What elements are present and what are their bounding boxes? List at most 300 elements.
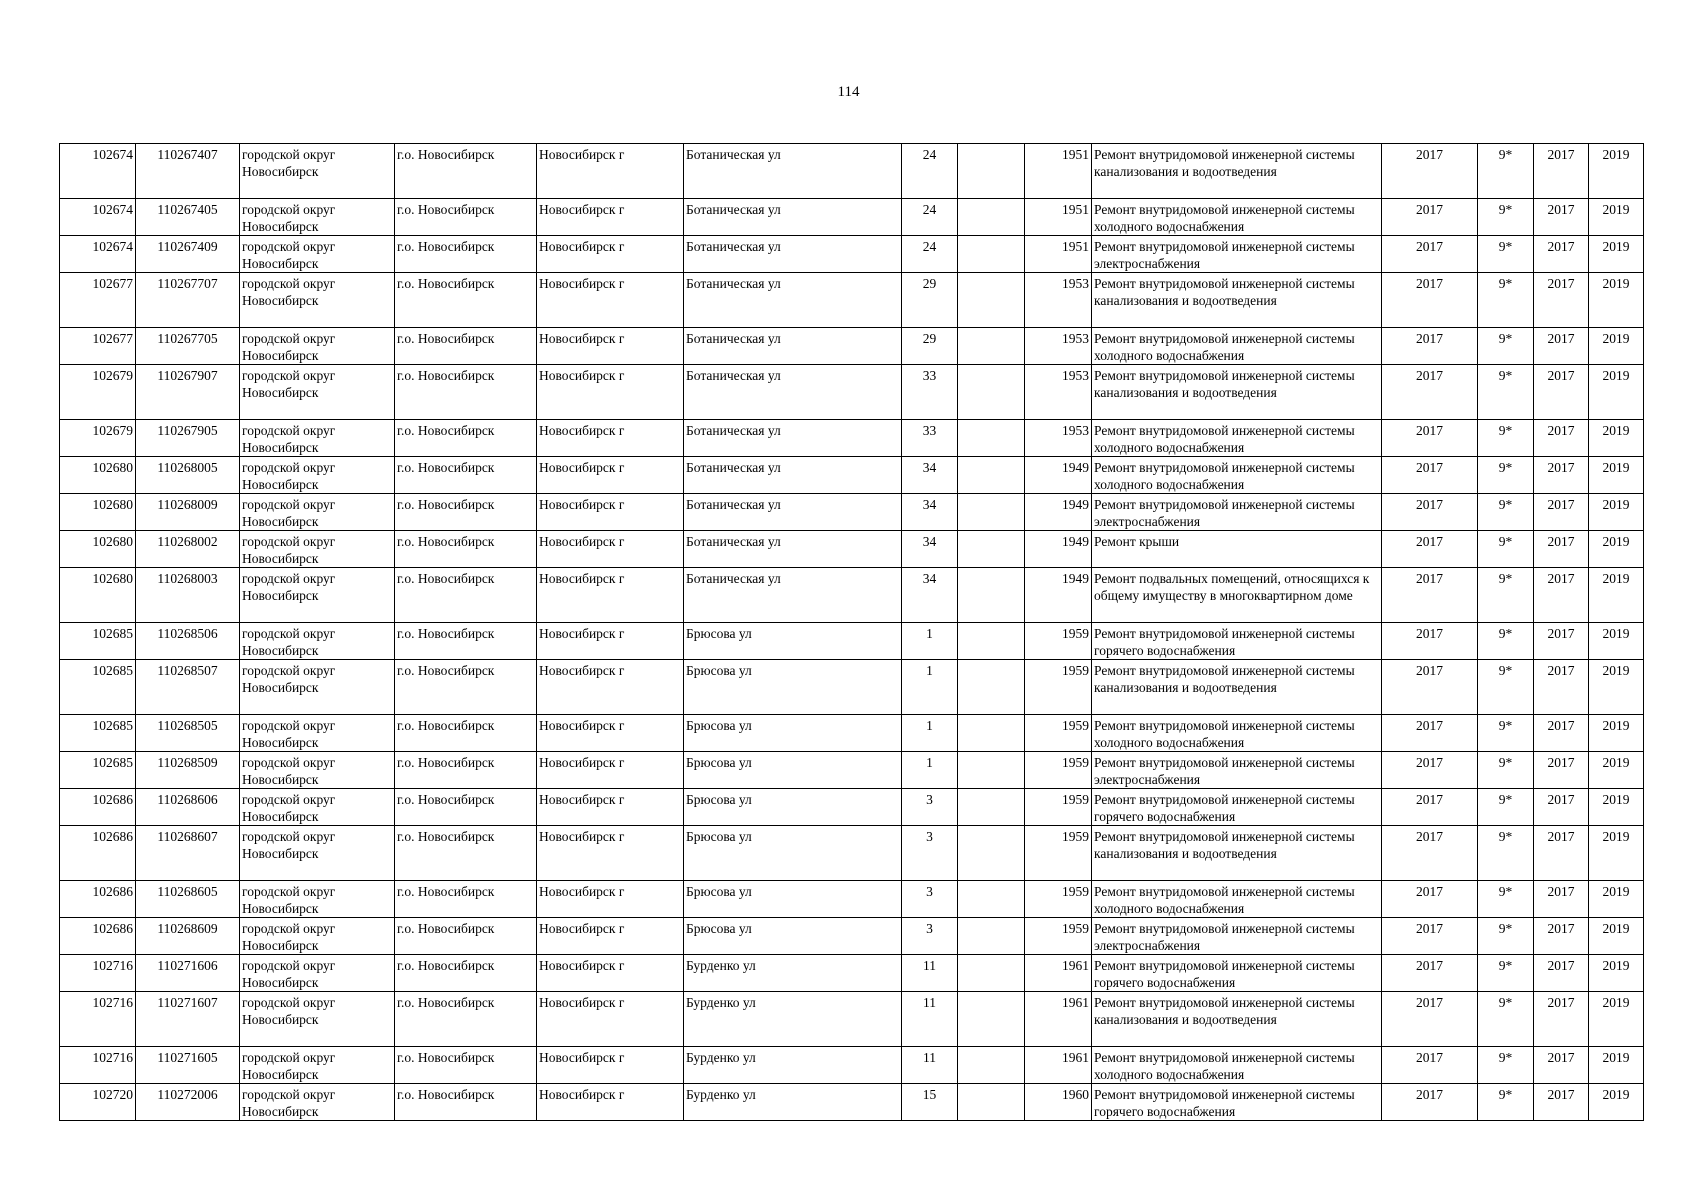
start-year-cell: 2017 (1534, 1047, 1589, 1084)
start-year-cell: 2017 (1534, 955, 1589, 992)
end-year-cell: 2019 (1589, 273, 1644, 328)
street-cell: Бурденко ул (684, 992, 902, 1047)
street-cell: Ботаническая ул (684, 328, 902, 365)
okrug-cell: городской округ Новосибирск (240, 660, 395, 715)
city-cell: Новосибирск г (537, 199, 684, 236)
table-row (60, 1047, 1644, 1084)
work-type-cell: Ремонт внутридомовой инженерной системы канализования и водоотведения (1092, 660, 1382, 715)
build-year-cell: 1959 (1025, 623, 1092, 660)
municipality-cell: г.о. Новосибирск (395, 144, 537, 199)
table-row (60, 918, 1644, 955)
table-row (60, 1084, 1644, 1121)
house-number-cell: 11 (902, 992, 958, 1047)
municipality-cell: г.о. Новосибирск (395, 273, 537, 328)
house-number-cell: 15 (902, 1084, 958, 1121)
count-cell: 9* (1478, 955, 1534, 992)
empty-cell (958, 568, 1025, 623)
end-year-cell: 2019 (1589, 199, 1644, 236)
municipality-cell: г.о. Новосибирск (395, 992, 537, 1047)
object-code-cell: 110267707 (136, 273, 240, 328)
plan-year-cell: 2017 (1382, 752, 1478, 789)
object-code-cell: 110268605 (136, 881, 240, 918)
count-cell: 9* (1478, 365, 1534, 420)
municipality-cell: г.о. Новосибирск (395, 789, 537, 826)
city-cell: Новосибирск г (537, 328, 684, 365)
municipality-cell: г.о. Новосибирск (395, 568, 537, 623)
house-number-cell: 34 (902, 494, 958, 531)
okrug-cell: городской округ Новосибирск (240, 457, 395, 494)
object-code-cell: 110267705 (136, 328, 240, 365)
street-cell: Бурденко ул (684, 1047, 902, 1084)
okrug-cell: городской округ Новосибирск (240, 1047, 395, 1084)
work-type-cell: Ремонт внутридомовой инженерной системы электроснабжения (1092, 494, 1382, 531)
end-year-cell: 2019 (1589, 752, 1644, 789)
row-id-cell: 102674 (60, 199, 136, 236)
municipality-cell: г.о. Новосибирск (395, 199, 537, 236)
city-cell: Новосибирск г (537, 715, 684, 752)
build-year-cell: 1959 (1025, 881, 1092, 918)
empty-cell (958, 1047, 1025, 1084)
house-number-cell: 11 (902, 955, 958, 992)
empty-cell (958, 955, 1025, 992)
empty-cell (958, 273, 1025, 328)
table-row (60, 494, 1644, 531)
build-year-cell: 1949 (1025, 568, 1092, 623)
table-row (60, 236, 1644, 273)
start-year-cell: 2017 (1534, 826, 1589, 881)
count-cell: 9* (1478, 826, 1534, 881)
row-id-cell: 102685 (60, 715, 136, 752)
city-cell: Новосибирск г (537, 918, 684, 955)
okrug-cell: городской округ Новосибирск (240, 531, 395, 568)
work-type-cell: Ремонт внутридомовой инженерной системы канализования и водоотведения (1092, 144, 1382, 199)
count-cell: 9* (1478, 752, 1534, 789)
plan-year-cell: 2017 (1382, 623, 1478, 660)
municipality-cell: г.о. Новосибирск (395, 623, 537, 660)
object-code-cell: 110267905 (136, 420, 240, 457)
okrug-cell: городской округ Новосибирск (240, 752, 395, 789)
empty-cell (958, 457, 1025, 494)
row-id-cell: 102716 (60, 1047, 136, 1084)
row-id-cell: 102720 (60, 1084, 136, 1121)
object-code-cell: 110271605 (136, 1047, 240, 1084)
end-year-cell: 2019 (1589, 826, 1644, 881)
house-number-cell: 33 (902, 420, 958, 457)
house-number-cell: 24 (902, 199, 958, 236)
end-year-cell: 2019 (1589, 494, 1644, 531)
row-id-cell: 102680 (60, 531, 136, 568)
count-cell: 9* (1478, 1084, 1534, 1121)
plan-year-cell: 2017 (1382, 992, 1478, 1047)
street-cell: Ботаническая ул (684, 144, 902, 199)
end-year-cell: 2019 (1589, 144, 1644, 199)
start-year-cell: 2017 (1534, 715, 1589, 752)
street-cell: Брюсова ул (684, 623, 902, 660)
count-cell: 9* (1478, 273, 1534, 328)
street-cell: Брюсова ул (684, 881, 902, 918)
municipality-cell: г.о. Новосибирск (395, 328, 537, 365)
end-year-cell: 2019 (1589, 568, 1644, 623)
table-row (60, 715, 1644, 752)
object-code-cell: 110268509 (136, 752, 240, 789)
empty-cell (958, 826, 1025, 881)
row-id-cell: 102716 (60, 955, 136, 992)
start-year-cell: 2017 (1534, 273, 1589, 328)
municipality-cell: г.о. Новосибирск (395, 1047, 537, 1084)
house-number-cell: 34 (902, 457, 958, 494)
empty-cell (958, 715, 1025, 752)
empty-cell (958, 992, 1025, 1047)
build-year-cell: 1959 (1025, 789, 1092, 826)
table-row (60, 826, 1644, 881)
build-year-cell: 1960 (1025, 1084, 1092, 1121)
street-cell: Брюсова ул (684, 752, 902, 789)
municipality-cell: г.о. Новосибирск (395, 420, 537, 457)
okrug-cell: городской округ Новосибирск (240, 494, 395, 531)
city-cell: Новосибирск г (537, 494, 684, 531)
table-body (60, 144, 1644, 1121)
work-type-cell: Ремонт внутридомовой инженерной системы горячего водоснабжения (1092, 623, 1382, 660)
start-year-cell: 2017 (1534, 568, 1589, 623)
city-cell: Новосибирск г (537, 144, 684, 199)
empty-cell (958, 1084, 1025, 1121)
count-cell: 9* (1478, 236, 1534, 273)
city-cell: Новосибирск г (537, 881, 684, 918)
table-row (60, 623, 1644, 660)
build-year-cell: 1959 (1025, 918, 1092, 955)
city-cell: Новосибирск г (537, 457, 684, 494)
plan-year-cell: 2017 (1382, 918, 1478, 955)
empty-cell (958, 144, 1025, 199)
table-row (60, 531, 1644, 568)
object-code-cell: 110268005 (136, 457, 240, 494)
count-cell: 9* (1478, 531, 1534, 568)
row-id-cell: 102680 (60, 568, 136, 623)
plan-year-cell: 2017 (1382, 328, 1478, 365)
work-type-cell: Ремонт внутридомовой инженерной системы холодного водоснабжения (1092, 715, 1382, 752)
object-code-cell: 110271606 (136, 955, 240, 992)
end-year-cell: 2019 (1589, 660, 1644, 715)
okrug-cell: городской округ Новосибирск (240, 328, 395, 365)
row-id-cell: 102674 (60, 144, 136, 199)
count-cell: 9* (1478, 623, 1534, 660)
end-year-cell: 2019 (1589, 881, 1644, 918)
work-type-cell: Ремонт внутридомовой инженерной системы канализования и водоотведения (1092, 273, 1382, 328)
plan-year-cell: 2017 (1382, 457, 1478, 494)
object-code-cell: 110267407 (136, 144, 240, 199)
plan-year-cell: 2017 (1382, 236, 1478, 273)
okrug-cell: городской округ Новосибирск (240, 623, 395, 660)
street-cell: Бурденко ул (684, 1084, 902, 1121)
end-year-cell: 2019 (1589, 328, 1644, 365)
build-year-cell: 1953 (1025, 273, 1092, 328)
row-id-cell: 102677 (60, 273, 136, 328)
table-row (60, 752, 1644, 789)
end-year-cell: 2019 (1589, 236, 1644, 273)
build-year-cell: 1961 (1025, 992, 1092, 1047)
empty-cell (958, 328, 1025, 365)
count-cell: 9* (1478, 328, 1534, 365)
table-row (60, 955, 1644, 992)
okrug-cell: городской округ Новосибирск (240, 420, 395, 457)
table-row (60, 328, 1644, 365)
count-cell: 9* (1478, 420, 1534, 457)
city-cell: Новосибирск г (537, 1047, 684, 1084)
end-year-cell: 2019 (1589, 789, 1644, 826)
work-type-cell: Ремонт внутридомовой инженерной системы холодного водоснабжения (1092, 881, 1382, 918)
municipality-cell: г.о. Новосибирск (395, 1084, 537, 1121)
start-year-cell: 2017 (1534, 789, 1589, 826)
row-id-cell: 102686 (60, 918, 136, 955)
okrug-cell: городской округ Новосибирск (240, 144, 395, 199)
object-code-cell: 110268507 (136, 660, 240, 715)
plan-year-cell: 2017 (1382, 568, 1478, 623)
plan-year-cell: 2017 (1382, 1047, 1478, 1084)
count-cell: 9* (1478, 992, 1534, 1047)
build-year-cell: 1951 (1025, 236, 1092, 273)
city-cell: Новосибирск г (537, 236, 684, 273)
empty-cell (958, 420, 1025, 457)
house-number-cell: 3 (902, 826, 958, 881)
okrug-cell: городской округ Новосибирск (240, 365, 395, 420)
street-cell: Ботаническая ул (684, 365, 902, 420)
municipality-cell: г.о. Новосибирск (395, 752, 537, 789)
municipality-cell: г.о. Новосибирск (395, 881, 537, 918)
street-cell: Ботаническая ул (684, 494, 902, 531)
okrug-cell: городской округ Новосибирск (240, 881, 395, 918)
start-year-cell: 2017 (1534, 531, 1589, 568)
street-cell: Брюсова ул (684, 789, 902, 826)
house-number-cell: 3 (902, 881, 958, 918)
count-cell: 9* (1478, 660, 1534, 715)
end-year-cell: 2019 (1589, 1047, 1644, 1084)
object-code-cell: 110268009 (136, 494, 240, 531)
municipality-cell: г.о. Новосибирск (395, 494, 537, 531)
table-row (60, 457, 1644, 494)
okrug-cell: городской округ Новосибирск (240, 715, 395, 752)
work-type-cell: Ремонт внутридомовой инженерной системы холодного водоснабжения (1092, 1047, 1382, 1084)
start-year-cell: 2017 (1534, 365, 1589, 420)
city-cell: Новосибирск г (537, 789, 684, 826)
empty-cell (958, 365, 1025, 420)
street-cell: Бурденко ул (684, 955, 902, 992)
page-number: 114 (837, 84, 860, 100)
build-year-cell: 1953 (1025, 420, 1092, 457)
end-year-cell: 2019 (1589, 992, 1644, 1047)
work-type-cell: Ремонт внутридомовой инженерной системы холодного водоснабжения (1092, 199, 1382, 236)
build-year-cell: 1959 (1025, 660, 1092, 715)
okrug-cell: городской округ Новосибирск (240, 273, 395, 328)
build-year-cell: 1961 (1025, 955, 1092, 992)
plan-year-cell: 2017 (1382, 420, 1478, 457)
end-year-cell: 2019 (1589, 457, 1644, 494)
city-cell: Новосибирск г (537, 273, 684, 328)
plan-year-cell: 2017 (1382, 715, 1478, 752)
start-year-cell: 2017 (1534, 992, 1589, 1047)
street-cell: Брюсова ул (684, 918, 902, 955)
work-type-cell: Ремонт внутридомовой инженерной системы холодного водоснабжения (1092, 420, 1382, 457)
work-type-cell: Ремонт внутридомовой инженерной системы электроснабжения (1092, 752, 1382, 789)
start-year-cell: 2017 (1534, 236, 1589, 273)
row-id-cell: 102685 (60, 752, 136, 789)
table-row (60, 273, 1644, 328)
street-cell: Брюсова ул (684, 660, 902, 715)
build-year-cell: 1961 (1025, 1047, 1092, 1084)
end-year-cell: 2019 (1589, 623, 1644, 660)
house-number-cell: 34 (902, 531, 958, 568)
house-number-cell: 29 (902, 273, 958, 328)
house-number-cell: 34 (902, 568, 958, 623)
empty-cell (958, 660, 1025, 715)
city-cell: Новосибирск г (537, 992, 684, 1047)
street-cell: Ботаническая ул (684, 236, 902, 273)
work-type-cell: Ремонт внутридомовой инженерной системы канализования и водоотведения (1092, 992, 1382, 1047)
object-code-cell: 110268609 (136, 918, 240, 955)
empty-cell (958, 531, 1025, 568)
row-id-cell: 102680 (60, 457, 136, 494)
okrug-cell: городской округ Новосибирск (240, 955, 395, 992)
build-year-cell: 1949 (1025, 531, 1092, 568)
street-cell: Брюсова ул (684, 715, 902, 752)
count-cell: 9* (1478, 881, 1534, 918)
row-id-cell: 102686 (60, 789, 136, 826)
city-cell: Новосибирск г (537, 955, 684, 992)
start-year-cell: 2017 (1534, 1084, 1589, 1121)
start-year-cell: 2017 (1534, 752, 1589, 789)
object-code-cell: 110268505 (136, 715, 240, 752)
table-row (60, 568, 1644, 623)
count-cell: 9* (1478, 715, 1534, 752)
object-code-cell: 110267907 (136, 365, 240, 420)
start-year-cell: 2017 (1534, 881, 1589, 918)
city-cell: Новосибирск г (537, 623, 684, 660)
street-cell: Ботаническая ул (684, 420, 902, 457)
table-row (60, 789, 1644, 826)
work-type-cell: Ремонт внутридомовой инженерной системы канализования и водоотведения (1092, 365, 1382, 420)
count-cell: 9* (1478, 144, 1534, 199)
count-cell: 9* (1478, 457, 1534, 494)
plan-year-cell: 2017 (1382, 199, 1478, 236)
build-year-cell: 1953 (1025, 365, 1092, 420)
row-id-cell: 102716 (60, 992, 136, 1047)
street-cell: Ботаническая ул (684, 457, 902, 494)
okrug-cell: городской округ Новосибирск (240, 568, 395, 623)
build-year-cell: 1951 (1025, 199, 1092, 236)
start-year-cell: 2017 (1534, 494, 1589, 531)
house-number-cell: 11 (902, 1047, 958, 1084)
municipality-cell: г.о. Новосибирск (395, 660, 537, 715)
okrug-cell: городской округ Новосибирск (240, 236, 395, 273)
house-number-cell: 3 (902, 789, 958, 826)
plan-year-cell: 2017 (1382, 789, 1478, 826)
end-year-cell: 2019 (1589, 365, 1644, 420)
build-year-cell: 1959 (1025, 826, 1092, 881)
build-year-cell: 1959 (1025, 752, 1092, 789)
end-year-cell: 2019 (1589, 955, 1644, 992)
plan-year-cell: 2017 (1382, 365, 1478, 420)
city-cell: Новосибирск г (537, 531, 684, 568)
municipality-cell: г.о. Новосибирск (395, 715, 537, 752)
row-id-cell: 102686 (60, 826, 136, 881)
table-row (60, 365, 1644, 420)
row-id-cell: 102685 (60, 660, 136, 715)
empty-cell (958, 494, 1025, 531)
table-row (60, 199, 1644, 236)
repair-register-table (59, 143, 1644, 1121)
row-id-cell: 102674 (60, 236, 136, 273)
okrug-cell: городской округ Новосибирск (240, 918, 395, 955)
municipality-cell: г.о. Новосибирск (395, 826, 537, 881)
plan-year-cell: 2017 (1382, 144, 1478, 199)
house-number-cell: 1 (902, 623, 958, 660)
okrug-cell: городской округ Новосибирск (240, 1084, 395, 1121)
work-type-cell: Ремонт внутридомовой инженерной системы горячего водоснабжения (1092, 1084, 1382, 1121)
city-cell: Новосибирск г (537, 752, 684, 789)
object-code-cell: 110268003 (136, 568, 240, 623)
object-code-cell: 110272006 (136, 1084, 240, 1121)
object-code-cell: 110267409 (136, 236, 240, 273)
plan-year-cell: 2017 (1382, 881, 1478, 918)
end-year-cell: 2019 (1589, 1084, 1644, 1121)
work-type-cell: Ремонт внутридомовой инженерной системы электроснабжения (1092, 236, 1382, 273)
city-cell: Новосибирск г (537, 826, 684, 881)
end-year-cell: 2019 (1589, 715, 1644, 752)
street-cell: Ботаническая ул (684, 273, 902, 328)
municipality-cell: г.о. Новосибирск (395, 918, 537, 955)
city-cell: Новосибирск г (537, 420, 684, 457)
object-code-cell: 110268506 (136, 623, 240, 660)
row-id-cell: 102680 (60, 494, 136, 531)
row-id-cell: 102686 (60, 881, 136, 918)
count-cell: 9* (1478, 494, 1534, 531)
street-cell: Ботаническая ул (684, 531, 902, 568)
count-cell: 9* (1478, 199, 1534, 236)
start-year-cell: 2017 (1534, 660, 1589, 715)
work-type-cell: Ремонт внутридомовой инженерной системы холодного водоснабжения (1092, 328, 1382, 365)
house-number-cell: 1 (902, 660, 958, 715)
plan-year-cell: 2017 (1382, 531, 1478, 568)
house-number-cell: 24 (902, 144, 958, 199)
empty-cell (958, 199, 1025, 236)
end-year-cell: 2019 (1589, 918, 1644, 955)
okrug-cell: городской округ Новосибирск (240, 199, 395, 236)
city-cell: Новосибирск г (537, 365, 684, 420)
start-year-cell: 2017 (1534, 144, 1589, 199)
start-year-cell: 2017 (1534, 918, 1589, 955)
start-year-cell: 2017 (1534, 623, 1589, 660)
municipality-cell: г.о. Новосибирск (395, 365, 537, 420)
build-year-cell: 1959 (1025, 715, 1092, 752)
table-row (60, 144, 1644, 199)
city-cell: Новосибирск г (537, 568, 684, 623)
work-type-cell: Ремонт внутридомовой инженерной системы электроснабжения (1092, 918, 1382, 955)
okrug-cell: городской округ Новосибирск (240, 826, 395, 881)
build-year-cell: 1949 (1025, 494, 1092, 531)
end-year-cell: 2019 (1589, 420, 1644, 457)
row-id-cell: 102679 (60, 365, 136, 420)
object-code-cell: 110268002 (136, 531, 240, 568)
empty-cell (958, 918, 1025, 955)
plan-year-cell: 2017 (1382, 273, 1478, 328)
build-year-cell: 1951 (1025, 144, 1092, 199)
work-type-cell: Ремонт внутридомовой инженерной системы горячего водоснабжения (1092, 789, 1382, 826)
work-type-cell: Ремонт подвальных помещений, относящихся к общему имуществу в многоквартирном доме (1092, 568, 1382, 623)
city-cell: Новосибирск г (537, 1084, 684, 1121)
object-code-cell: 110267405 (136, 199, 240, 236)
end-year-cell: 2019 (1589, 531, 1644, 568)
house-number-cell: 29 (902, 328, 958, 365)
work-type-cell: Ремонт внутридомовой инженерной системы горячего водоснабжения (1092, 955, 1382, 992)
